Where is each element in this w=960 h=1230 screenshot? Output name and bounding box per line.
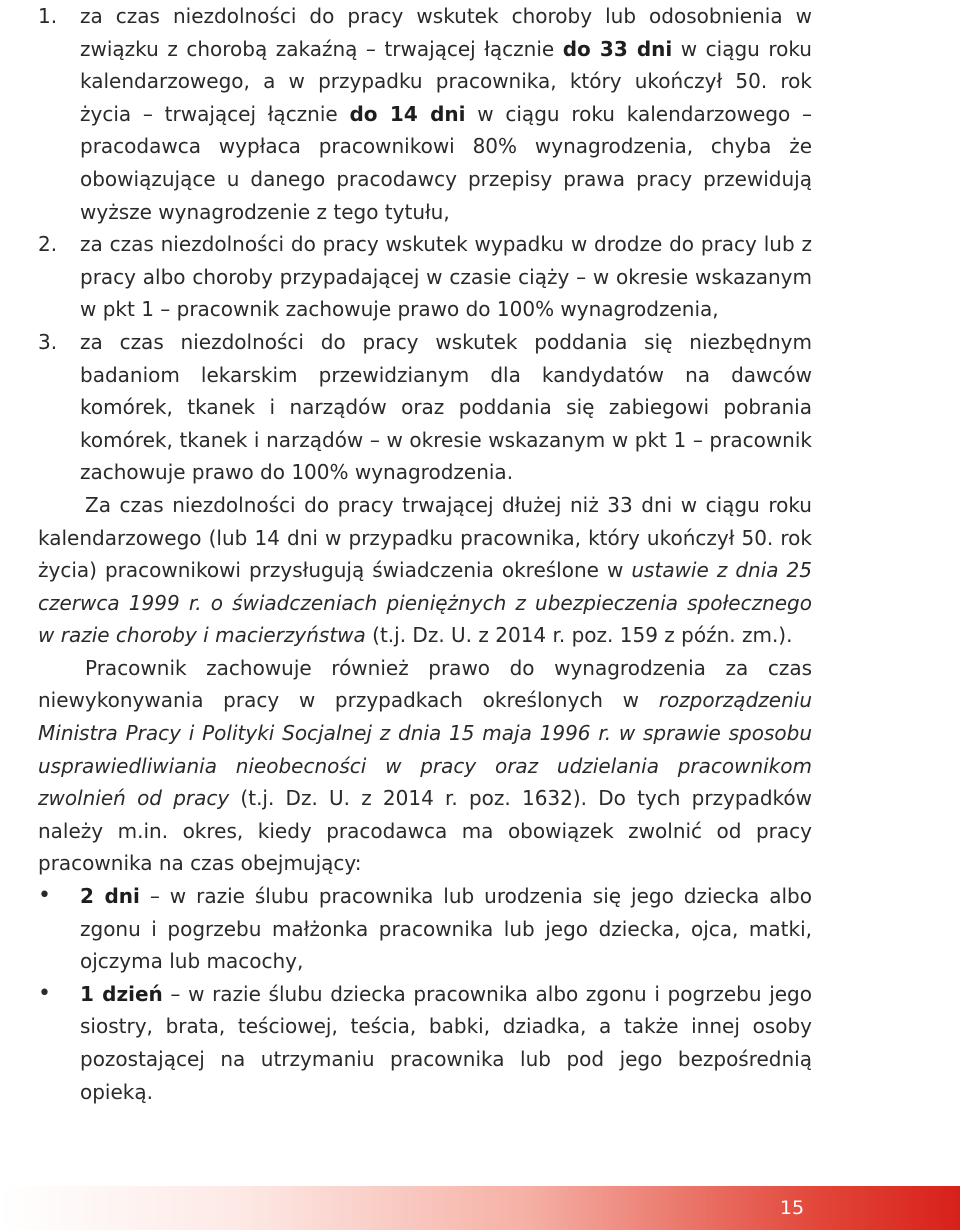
list-item-text: za czas niezdolności do pracy wskutek choroby lub odosobnienia w związku z chorobą zakaźną – trwającej łącznie do 33 dni w ciągu roku kalendarzowego, a w przypadku pracownika, który ukończył 50. rok życia – trwającej łącznie do 14 dni w ciągu roku kalendarzowego – pracodawca wypłaca pracownikowi 80% wynagrodzenia, chyba że obowiązujące u danego pracodawcy przepisy prawa pracy przewidują wyższe wynagrodzenie z tego tytułu,	[80, 4, 813, 224]
list-number: 1.	[38, 4, 58, 28]
footer-band	[0, 1186, 960, 1230]
list-number: 3.	[38, 329, 58, 354]
page-number: 15	[779, 1197, 805, 1219]
paragraph: Pracownik zachowuje również prawo do wynagrodzenia za czas niewykonywania pracy w przypadkach określonych w rozporządzeniu Ministra Pracy i Polityki Socjalnej z dnia 15 maja 1996 r. w sprawie sposobu usprawiedliwiania nieobecności w pracy oraz udzielania pracownikom zwolnień od pracy (t.j. Dz. U. z 2014 r. poz. 1632). Do tych przypadków należy m.in. okres, kiedy pracodawca ma obowiązek zwolnić od pracy pracownika na czas obejmujący:	[38, 655, 812, 876]
legal-citation: ustawie z dnia 25 czerwca 1999 r. o świadczeniach pieniężnych z ubezpieczenia społecznego w razie choroby i macierzyństwa	[38, 558, 812, 648]
bold-term: 2 dni	[80, 884, 140, 909]
list-item-text: za czas niezdolności do pracy wskutek poddania się niezbędnym badaniom lekarskim przewidzianym dla kandydatów na dawców komórek, tkanek i narządów oraz poddania się zabiegowi pobrania komórek, tkanek i narządów – w okresie wskazanym w pkt 1 – pracownik zachowuje prawo do 100% wynagrodzenia.	[80, 329, 812, 485]
list-number: 2.	[38, 232, 58, 257]
bold-term: 1 dzień	[80, 981, 163, 1006]
list-item	[38, 978, 812, 1108]
list-item	[38, 326, 812, 489]
list-item	[38, 0, 812, 228]
list-item-text: za czas niezdolności do pracy wskutek wypadku w drodze do pracy lub z pracy albo choroby przypadającej w czasie ciąży – w okresie wskazanym w pkt 1 – pracownik zachowuje prawo do 100% wynagrodzenia,	[80, 232, 812, 322]
list-item-text: 2 dni – w razie ślubu pracownika lub urodzenia się jego dziecka albo zgonu i pogrzebu małżonka pracownika lub jego dziecka, ojca, matki, ojczyma lub macochy,	[80, 884, 812, 974]
paragraph: Za czas niezdolności do pracy trwającej dłużej niż 33 dni w ciągu roku kalendarzowego (lub 14 dni w przypadku pracownika, który ukończył 50. rok życia) pracownikowi przysługują świadczenia określone w ustawie z dnia 25 czerwca 1999 r. o świadczeniach pieniężnych z ubezpieczenia społecznego w razie choroby i macierzyństwa (t.j. Dz. U. z 2014 r. poz. 159 z późn. zm.).	[38, 492, 812, 648]
bullet-list	[38, 880, 812, 1108]
list-item	[38, 228, 812, 326]
bold-term: do 14 dni	[349, 101, 466, 126]
page-body	[38, 0, 812, 1108]
bullet-icon: •	[38, 883, 51, 909]
bullet-icon: •	[38, 980, 51, 1006]
bold-term: do 33 dni	[562, 36, 673, 61]
list-item-text: 1 dzień – w razie ślubu dziecka pracownika albo zgonu i pogrzebu jego siostry, brata, teściowej, teścia, babki, dziadka, a także innej osoby pozostającej na utrzymaniu pracownika lub pod jego bezpośrednią opieką.	[80, 981, 812, 1104]
numbered-list	[38, 0, 812, 489]
legal-citation: rozporządzeniu Ministra Pracy i Polityki Socjalnej z dnia 15 maja 1996 r. w sprawie sposobu usprawiedliwiania nieobecności w pracy oraz udzielania pracownikom zwolnień od pracy	[38, 688, 812, 811]
list-item	[38, 880, 812, 978]
